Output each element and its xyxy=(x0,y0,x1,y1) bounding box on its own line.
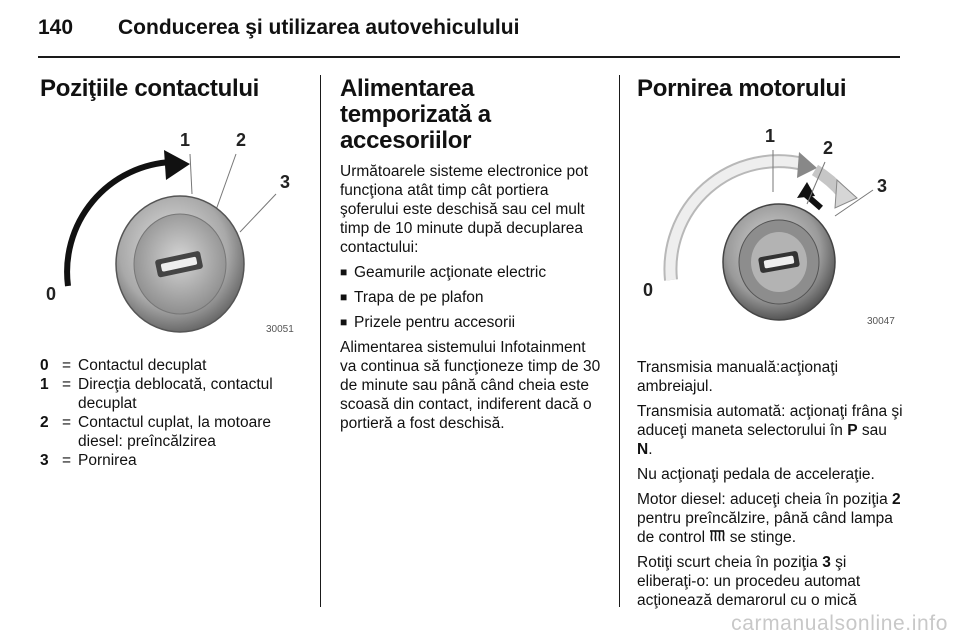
glow-plug-icon xyxy=(709,529,725,543)
column-engine-start xyxy=(637,76,903,616)
column-ignition-positions xyxy=(40,76,302,470)
list-item: ■ Trapa de pe plafon xyxy=(340,289,484,306)
watermark: carmanualsonline.info xyxy=(731,612,948,635)
list-item: ■ Prizele pentru accesorii xyxy=(340,314,516,331)
column-divider-1 xyxy=(320,75,321,607)
chapter-title: Conducerea şi utilizarea autovehiculului xyxy=(118,16,520,39)
ignition-figure xyxy=(40,114,302,338)
automatic-transmission-paragraph: Transmisia automată: acţionaţi frâna şi aduceţi maneta selectorului în P sau N. xyxy=(637,403,903,458)
section-heading: Poziţiile contactului xyxy=(40,75,260,102)
position-label-3: 3 xyxy=(877,176,888,196)
legend-row: 1 = Direcţia deblocată, contactul decuplat xyxy=(40,376,273,412)
manual-transmission-paragraph: Transmisia manuală:acţionaţi ambreiajul. xyxy=(637,359,839,395)
position-label-0: 0 xyxy=(46,284,57,304)
column-accessory-power xyxy=(340,76,602,439)
legend-row: 3 = Pornirea xyxy=(40,452,137,469)
start-figure xyxy=(637,112,903,330)
intro-paragraph: Următoarele sisteme electronice pot funcţiona atât timp cât portiera şoferului este deschisă sau cel mult timp de 10 minute după decuplarea contactului: xyxy=(340,163,589,256)
outro-paragraph: Alimentarea sistemului Infotainment va continua să funcţioneze timp de 30 de minute sau până când cheia este scoasă din contact, indiferent dacă o portieră a fost deschisă. xyxy=(340,339,601,432)
accelerator-paragraph: Nu acţionaţi pedala de acceleraţie. xyxy=(637,466,875,483)
section-heading: Alimentarea temporizată a accesoriilor xyxy=(340,75,491,154)
page-header xyxy=(38,16,900,60)
position-label-0: 0 xyxy=(643,280,654,300)
header-divider xyxy=(38,56,900,58)
ignition-lock-illustration xyxy=(40,114,302,338)
list-item: ■ Geamurile acţionate electric xyxy=(340,264,547,281)
position-label-2: 2 xyxy=(236,130,247,150)
position-legend xyxy=(40,356,302,470)
figure-number: 30051 xyxy=(266,324,294,335)
section-heading: Pornirea motorului xyxy=(637,75,847,102)
legend-row: 0 = Contactul decuplat xyxy=(40,357,207,374)
start-paragraph: Rotiţi scurt cheia în poziţia 3 şi eliberaţi-o: un procedeu automat acţionează demarorul cu o mică xyxy=(637,554,861,609)
page-number: 140 xyxy=(38,16,74,39)
position-label-1: 1 xyxy=(180,130,191,150)
column-divider-2 xyxy=(619,75,620,607)
position-label-1: 1 xyxy=(765,126,776,146)
diesel-paragraph: Motor diesel: aduceţi cheia în poziţia 2 pentru preîncălzire, până când lampa de control se stinge. xyxy=(637,491,901,546)
position-label-2: 2 xyxy=(823,138,834,158)
legend-row: 2 = Contactul cuplat, la motoare diesel: preîncălzirea xyxy=(40,414,271,450)
figure-number: 30047 xyxy=(867,316,895,327)
engine-start-illustration xyxy=(637,112,903,330)
position-label-3: 3 xyxy=(280,172,291,192)
